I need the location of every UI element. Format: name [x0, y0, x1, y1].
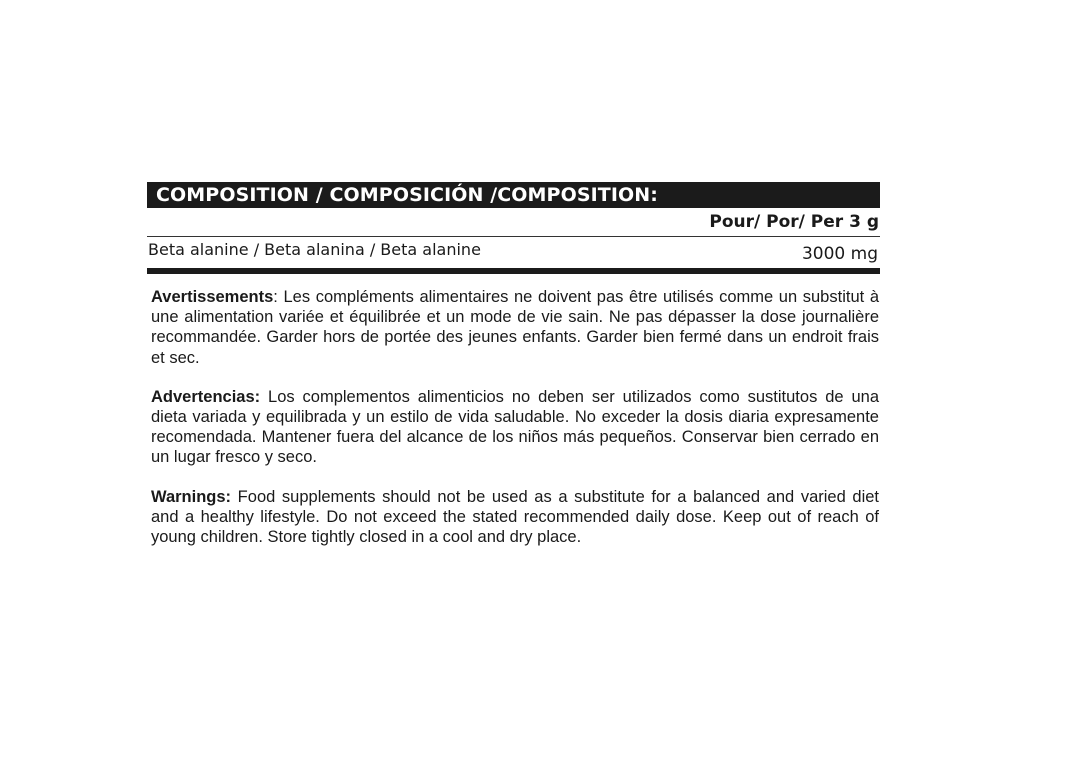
warning-english-label: Warnings:	[151, 487, 232, 506]
warning-spanish-text: Los complementos alimenticios no deben ser utilizados como sustitutos de una dieta variada y equilibrada y un estilo de vida saludable. No exceder la dosis diaria expresamente recomendada. Mantener fuera del alcance de los niños más pequeños. Conservar bien cerrado en un lugar fresco y seco.	[151, 387, 879, 467]
composition-title: COMPOSITION / COMPOSICIÓN /COMPOSITION:	[147, 182, 880, 208]
composition-table	[147, 182, 880, 274]
ingredient-amount: 3000 mg	[801, 244, 878, 264]
warnings-section	[151, 287, 879, 566]
warning-french-label: Avertissements	[151, 288, 274, 306]
warning-english	[151, 487, 879, 548]
ingredient-row	[147, 237, 880, 274]
warning-spanish-label: Advertencias:	[151, 387, 261, 406]
warning-spanish	[151, 387, 879, 468]
warning-french-text: : Les compléments alimentaires ne doivent pas être utilisés comme un substitut à une alimentation variée et équilibrée et un mode de vie sain. Ne pas dépasser la dose journalière recommandée. Garder hors de portée des jeunes enfants. Garder bien fermé dans un endroit frais et sec.	[151, 288, 879, 367]
serving-size-label: Pour/ Por/ Per 3 g	[147, 208, 880, 237]
warning-english-text: Food supplements should not be used as a substitute for a balanced and varied diet and a healthy lifestyle. Do not exceed the stated recommended daily dose. Keep out of reach of young children. Store tightly closed in a cool and dry place.	[151, 487, 879, 547]
warning-french	[151, 287, 879, 368]
ingredient-name: Beta alanine / Beta alanina / Beta alanine	[148, 240, 481, 259]
